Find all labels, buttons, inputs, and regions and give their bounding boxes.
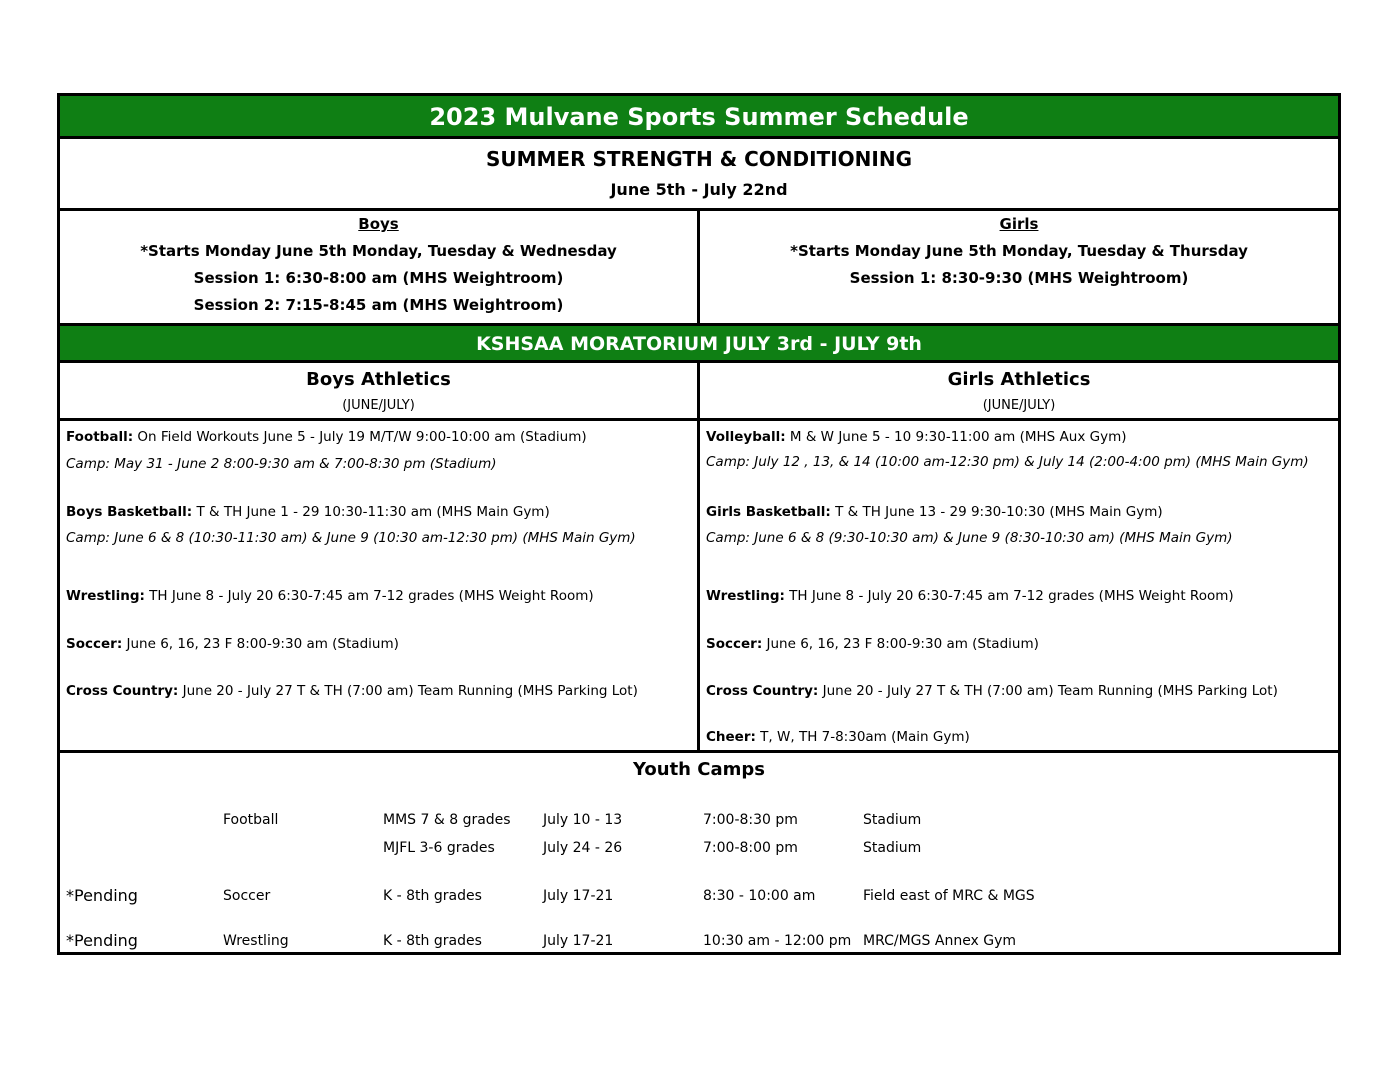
entry-text: T & TH June 13 - 29 9:30-10:30 (MHS Main Gym)	[830, 504, 1163, 520]
entry-label: Cross Country:	[66, 683, 179, 699]
schedule-entry	[66, 588, 594, 604]
youth-sport: Soccer	[223, 888, 271, 904]
strength-girls-line: Session 1: 8:30-9:30 (MHS Weightroom)	[849, 269, 1189, 287]
youth-place: MRC/MGS Annex Gym	[863, 933, 1017, 949]
youth-grades: K - 8th grades	[383, 888, 482, 904]
girls-athletics	[700, 363, 1338, 753]
schedule-entry	[706, 729, 970, 745]
youth-place: Stadium	[863, 840, 922, 856]
camp-entry: Camp: May 31 - June 2 8:00-9:30 am & 7:00-8:30 pm (Stadium)	[66, 456, 497, 472]
entry-label: Girls Basketball:	[706, 504, 831, 520]
boys-athletics	[60, 363, 700, 753]
strength-boys-line: *Starts Monday June 5th Monday, Tuesday & Wednesday	[140, 242, 617, 260]
entry-label: Wrestling:	[66, 588, 145, 604]
strength-boys-line: Session 1: 6:30-8:00 am (MHS Weightroom)	[193, 269, 564, 287]
entry-text: TH June 8 - July 20 6:30-7:45 am 7-12 grades (MHS Weight Room)	[784, 588, 1234, 604]
schedule-entry	[706, 504, 1163, 520]
youth-time: 7:00-8:30 pm	[703, 812, 798, 828]
page-title: 2023 Mulvane Sports Summer Schedule	[60, 96, 1338, 139]
girls-athletics-sub: (JUNE/JULY)	[982, 398, 1056, 413]
entry-text: T, W, TH 7-8:30am (Main Gym)	[755, 729, 970, 745]
girls-athletics-header	[700, 363, 1338, 421]
youth-grades: K - 8th grades	[383, 933, 482, 949]
boys-athletics-header	[60, 363, 697, 421]
schedule-entry	[66, 504, 550, 520]
entry-text: On Field Workouts June 5 - July 19 M/T/W 9:00-10:00 am (Stadium)	[133, 429, 587, 445]
youth-place: Stadium	[863, 812, 922, 828]
boys-athletics-sub: (JUNE/JULY)	[342, 398, 415, 413]
entry-label: Volleyball:	[706, 429, 786, 445]
youth-pending: *Pending	[66, 931, 138, 950]
strength-section	[60, 139, 1338, 211]
girls-athletics-heading: Girls Athletics	[947, 369, 1091, 390]
entry-label: Soccer:	[66, 636, 123, 652]
youth-camps	[60, 750, 1338, 952]
strength-dates: June 5th - July 22nd	[610, 180, 788, 199]
camp-entry: Camp: July 12 , 13, & 14 (10:00 am-12:30 pm) & July 14 (2:00-4:00 pm) (MHS Main Gym)	[706, 454, 1309, 470]
youth-camps-heading: Youth Camps	[633, 759, 765, 780]
entry-text: T & TH June 1 - 29 10:30-11:30 am (MHS Main Gym)	[192, 504, 550, 520]
schedule-entry	[66, 683, 638, 699]
strength-girls-line: *Starts Monday June 5th Monday, Tuesday & Thursday	[790, 242, 1248, 260]
strength-columns	[60, 211, 1338, 326]
strength-heading: SUMMER STRENGTH & CONDITIONING	[485, 147, 912, 171]
strength-boys	[60, 211, 700, 326]
entry-text: June 6, 16, 23 F 8:00-9:30 am (Stadium)	[122, 636, 399, 652]
youth-grades: MMS 7 & 8 grades	[383, 812, 511, 828]
schedule-entry	[66, 636, 399, 652]
youth-place: Field east of MRC & MGS	[863, 888, 1035, 904]
entry-label: Boys Basketball:	[66, 504, 193, 520]
schedule-entry	[706, 636, 1039, 652]
camp-entry: Camp: June 6 & 8 (10:30-11:30 am) & June 9 (10:30 am-12:30 pm) (MHS Main Gym)	[66, 530, 636, 546]
boys-athletics-heading: Boys Athletics	[306, 369, 451, 390]
entry-label: Football:	[66, 429, 134, 445]
entry-label: Wrestling:	[706, 588, 785, 604]
schedule-entry	[706, 588, 1234, 604]
entry-text: June 6, 16, 23 F 8:00-9:30 am (Stadium)	[762, 636, 1039, 652]
entry-text: M & W June 5 - 10 9:30-11:00 am (MHS Aux Gym)	[785, 429, 1127, 445]
youth-dates: July 17-21	[543, 933, 614, 949]
youth-pending: *Pending	[66, 886, 138, 905]
schedule-sheet	[57, 93, 1341, 955]
schedule-entry	[706, 429, 1126, 445]
strength-boys-line: Session 2: 7:15-8:45 am (MHS Weightroom)	[193, 296, 564, 314]
schedule-entry	[706, 683, 1278, 699]
youth-grades: MJFL 3-6 grades	[383, 840, 495, 856]
youth-time: 8:30 - 10:00 am	[703, 888, 816, 904]
youth-time: 7:00-8:00 pm	[703, 840, 798, 856]
entry-text: June 20 - July 27 T & TH (7:00 am) Team Running (MHS Parking Lot)	[818, 683, 1278, 699]
youth-time: 10:30 am - 12:00 pm	[703, 933, 852, 949]
entry-text: June 20 - July 27 T & TH (7:00 am) Team Running (MHS Parking Lot)	[178, 683, 638, 699]
youth-dates: July 17-21	[543, 888, 614, 904]
entry-label: Soccer:	[706, 636, 763, 652]
youth-dates: July 10 - 13	[543, 812, 623, 828]
entry-text: TH June 8 - July 20 6:30-7:45 am 7-12 grades (MHS Weight Room)	[144, 588, 594, 604]
strength-girls-heading: Girls	[999, 215, 1039, 233]
youth-sport: Football	[223, 812, 279, 828]
youth-sport: Wrestling	[223, 933, 289, 949]
strength-girls	[700, 211, 1338, 326]
entry-label: Cheer:	[706, 729, 756, 745]
camp-entry: Camp: June 6 & 8 (9:30-10:30 am) & June 9 (8:30-10:30 am) (MHS Main Gym)	[706, 530, 1233, 546]
youth-dates: July 24 - 26	[543, 840, 623, 856]
schedule-entry	[66, 429, 587, 445]
entry-label: Cross Country:	[706, 683, 819, 699]
moratorium-banner: KSHSAA MORATORIUM JULY 3rd - JULY 9th	[60, 323, 1338, 363]
strength-boys-heading: Boys	[358, 215, 399, 233]
